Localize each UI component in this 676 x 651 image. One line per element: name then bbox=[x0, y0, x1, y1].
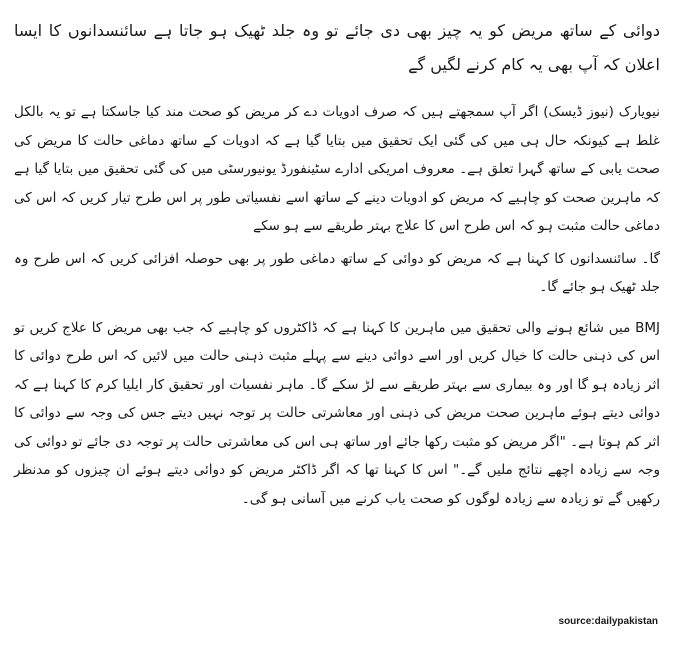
source-credit: source:dailypakistan bbox=[558, 616, 658, 627]
article-paragraph-2: گا۔ سائنسدانوں کا کہنا ہے کہ مریض کو دوائی کے ساتھ دماغی طور پر بھی حوصلہ افزائی کریں کہ اس طرح وہ جلد ٹھیک ہو جائے گا۔ bbox=[14, 250, 660, 295]
article bbox=[14, 14, 660, 525]
article-headline: دوائی کے ساتھ مریض کو یہ چیز بھی دی جائے تو وہ جلد ٹھیک ہو جاتا ہے سائنسدانوں کا ایسا اعلان کہ آپ بھی یہ کام کرنے لگیں گے bbox=[14, 21, 660, 74]
article-paragraph-1: نیویارک (نیوز ڈیسک) اگر آپ سمجھتے ہیں کہ صرف ادویات دے کر مریض کو صحت مند کیا جاسکتا ہے تو یہ بالکل غلط ہے کیونکہ حال ہی میں کی گئی ایک تحقیق میں بتایا گیا ہے کہ ادویات کے ساتھ دماغی حالت کا مریض کی صحت یابی کے ساتھ گہرا تعلق ہے۔ معروف امریکی ادارے سٹینفورڈ یونیورسٹی میں کی گئی تحقیق میں بتایا گیا ہے کہ ماہرین صحت کو چاہیے کہ مریض کو ادویات دینے کے ساتھ اسے نفسیاتی طور پر اس طرح تیار کریں کہ اس کی دماغی حالت مثبت ہو کہ اس طرح اس کا علاج بہتر طریقے سے ہو سکے bbox=[14, 104, 660, 234]
article-paragraph-3: BMJ میں شائع ہونے والی تحقیق میں ماہرین کا کہنا ہے کہ ڈاکٹروں کو چاہیے کہ جب بھی مریض کا علاج کریں تو اس کی ذہنی حالت کا خیال کریں اور اسے دوائی دینے سے پہلے مثبت ذہنی حالت میں لائیں کہ اس طرح دوائی کا اثر زیادہ ہو گا اور وہ بیماری سے بہتر طریقے سے لڑ سکے گا۔ ماہر نفسیات اور تحقیق کار ایلیا کرم کا کہنا ہے کہ دوائی دیتے ہوئے ماہرین صحت مریض کی ذہنی اور معاشرتی حالت پر توجہ نہیں دیتے جس کی وجہ سے دوائی کا اثر کم ہوتا ہے۔ "اگر مریض کو مثبت رکھا جائے اور ساتھ ہی اس کی معاشرتی حالت پر توجہ دی جائے تو دوائی کی وجہ سے زیادہ اچھے نتائج ملیں گے۔" اس کا کہنا تھا کہ اگر ڈاکٹر مریض کو دوائی دیتے ہوئے ان چیزوں کو مدنظر رکھیں گے تو زیادہ سے زیادہ لوگوں کو صحت یاب کرنے میں آسانی ہو گی۔ bbox=[14, 319, 660, 507]
